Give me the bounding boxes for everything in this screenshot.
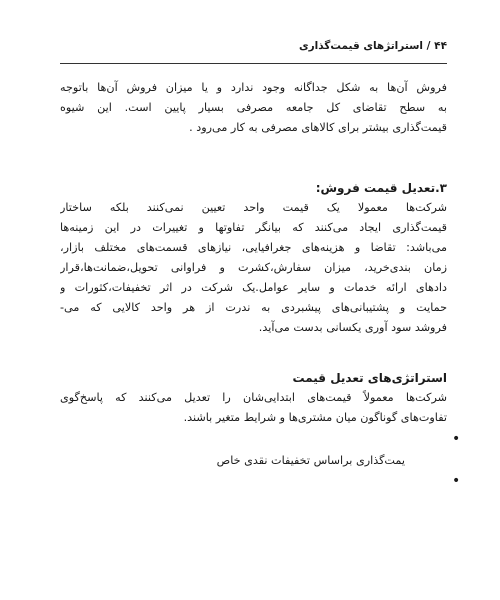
paragraph-line: می‌باشد: تقاضا و هزینه‌های جغرافیایی، نیازهای قسمت‌های مختلف بازار، xyxy=(60,241,447,254)
paragraph-line: شرکت‌ها معمولاً قیمت‌های ابتدایی‌شان را تعدیل می‌کنند که پاسخ‌گوی xyxy=(60,391,447,404)
paragraph-line: دادهای ارائه خدمات و سایر عوامل.یک شرکت در اثر تخفیفات،کثورات و xyxy=(60,281,447,294)
paragraph-line: قیمت‌گذاری بیشتر برای کالاهای مصرفی به کار می‌رود . xyxy=(189,121,447,134)
paragraph-line: شرکت‌ها معمولا یک قیمت واحد تعیین نمی‌کنند بلکه ساختار xyxy=(60,201,447,214)
bullet-marker: • xyxy=(452,473,461,489)
bullet-text: یمت‌گذاری براساس تخفیفات نقدی خاص xyxy=(216,454,405,467)
paragraph-line: فروش آن‌ها به شکل جداگانه وجود ندارد و یا میزان فروش آن‌ها باتوجه xyxy=(60,81,447,94)
running-header: ۴۴ / استراتژهای قیمت‌گذاری xyxy=(298,40,447,52)
bullet-marker: • xyxy=(452,431,461,447)
paragraph-line: زمان بندی‌خرید، میزان سفارش،کشرت و فراوانی تحویل،ضمانت‌ها،قرار xyxy=(60,261,447,274)
paragraph-line: حمایت و پشتیبانی‌های پیشبردی به ندرت از هر واحد کالایی که می- xyxy=(60,301,447,314)
paragraph-line: قیمت‌گذاری ایجاد می‌کنند که بیانگر تفاوتها و تغییرات در این زمینه‌ها xyxy=(60,221,447,234)
paragraph-line: به سطح تقاضای کل جامعه مصرفی بسیار پایین است. این شیوه xyxy=(60,101,447,114)
section-heading: استراتژی‌های تعدیل قیمت xyxy=(292,371,447,385)
paragraph-line: تفاوت‌های گوناگون میان مشتری‌ها و شرایط متغیر باشند. xyxy=(183,411,447,424)
paragraph-line: فروشد سود آوری یکسانی بدست می‌آید. xyxy=(258,321,447,334)
header-rule xyxy=(60,63,447,64)
section-heading: ۳.تعدیل قیمت فروش: xyxy=(315,181,447,195)
